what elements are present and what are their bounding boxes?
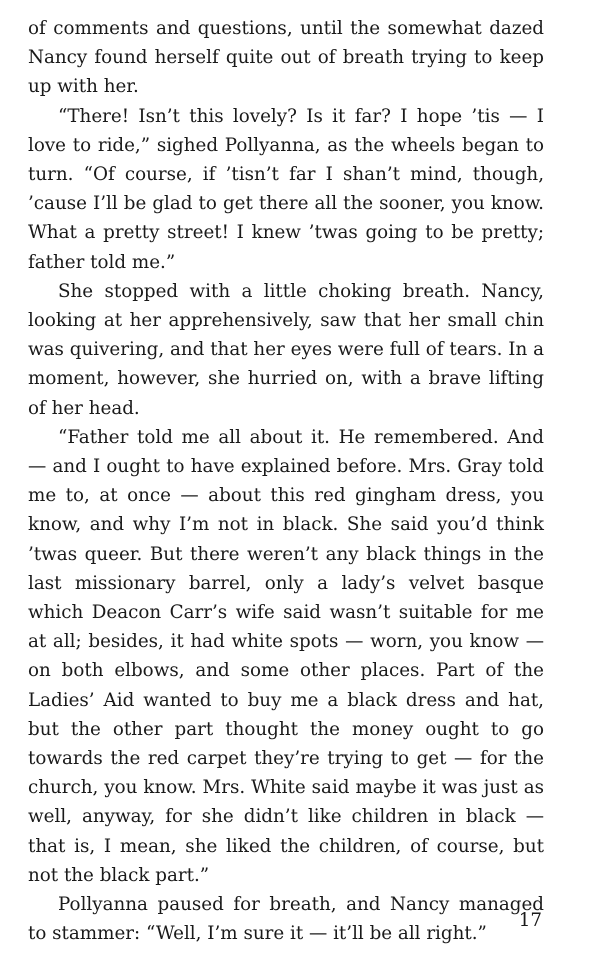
book-page-text xyxy=(28,14,544,949)
paragraph-2: “There! Isn’t this lovely? Is it far? I hope ’tis — I love to ride,” sighed Pollyanna, as the wheels began to turn. “Of course, if ’tisn’t far I shan’t mind, though, ’cause I’ll be glad to get there all the sooner, you know. What a pretty street! I knew ’twas going to be pretty; father told me.” xyxy=(28,105,544,273)
paragraph-4: “Father told me all about it. He remembered. And — and I ought to have explained before. Mrs. Gray told me to, at once — about this red gingham dress, you know, and why I’m not in black. She said you’d think ’twas queer. But there weren’t any black things in the last missionary barrel, only a lady’s velvet basque which Deacon Carr’s wife said wasn’t suitable for me at all; besides, it had white spots — worn, you know — on both elbows, and some other places. Part of the Ladies’ Aid wanted to buy me a black dress and hat, but the other part thought the money ought to go towards the red carpet they’re trying to get — for the church, you know. Mrs. White said maybe it was just as well, anyway, for she didn’t like children in black — that is, I mean, she liked the children, of course, but not the black part.” xyxy=(28,426,544,886)
paragraph-3: She stopped with a little choking breath. Nancy, looking at her apprehensively, saw that her small chin was quivering, and that her eyes were full of tears. In a moment, however, she hurried on, with a brave lifting of her head. xyxy=(28,280,544,419)
page-number: 17 xyxy=(518,910,542,931)
paragraph-5: Pollyanna paused for breath, and Nancy managed to stammer: “Well, I’m sure it — it’ll be all right.” xyxy=(28,894,544,945)
paragraph-1: of comments and questions, until the somewhat dazed Nancy found herself quite out of breath trying to keep up with her. xyxy=(28,18,544,98)
